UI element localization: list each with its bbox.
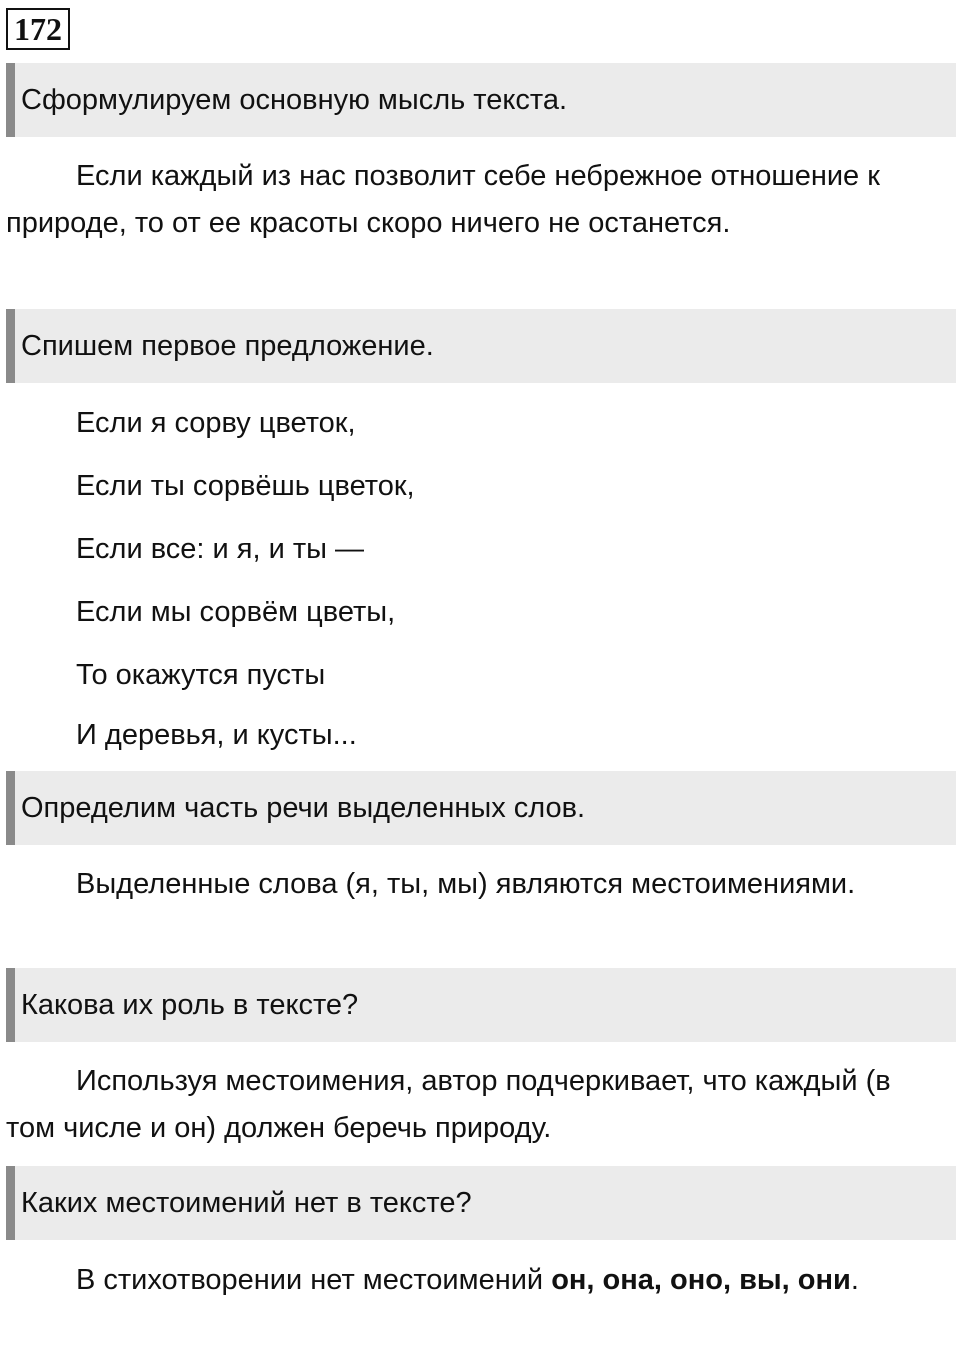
question-role: Какова их роль в тексте? <box>6 968 956 1042</box>
missing-pronouns-list: он, она, оно, вы, они <box>551 1264 851 1296</box>
verse-line: Если все: и я, и ты — <box>76 533 365 565</box>
verse-line: Если я сорву цветок, <box>76 407 356 439</box>
verse-line: То окажутся пусты <box>76 659 326 691</box>
question-part-of-speech: Определим часть речи выделенных слов. <box>6 771 956 845</box>
answer-main-idea: Если каждый из нас позволит себе небрежное отношение к природе, то от ее красоты скоро ничего не останется. <box>6 160 880 239</box>
answer-period: . <box>850 1264 859 1296</box>
verse-line: Если мы сорвём цветы, <box>76 596 396 628</box>
answer-text: В стихотворении нет местоимений <box>76 1264 552 1296</box>
question-missing-pronouns: Каких местоимений нет в тексте? <box>6 1166 956 1240</box>
answer-missing-pronouns <box>6 1257 946 1304</box>
answer-part-of-speech: Выделенные слова (я, ты, мы) являются местоимениями. <box>76 868 856 900</box>
question-first-sentence: Спишем первое предложение. <box>6 309 956 383</box>
verse-line: И деревья, и кусты... <box>76 719 357 751</box>
question-main-idea: Сформулируем основную мысль текста. <box>6 63 956 137</box>
verse-line: Если ты сорвёшь цветок, <box>76 470 415 502</box>
task-number: 172 <box>6 8 70 50</box>
answer-role: Используя местоимения, автор подчеркивает, что каждый (в том числе и он) должен беречь природу. <box>6 1065 891 1144</box>
